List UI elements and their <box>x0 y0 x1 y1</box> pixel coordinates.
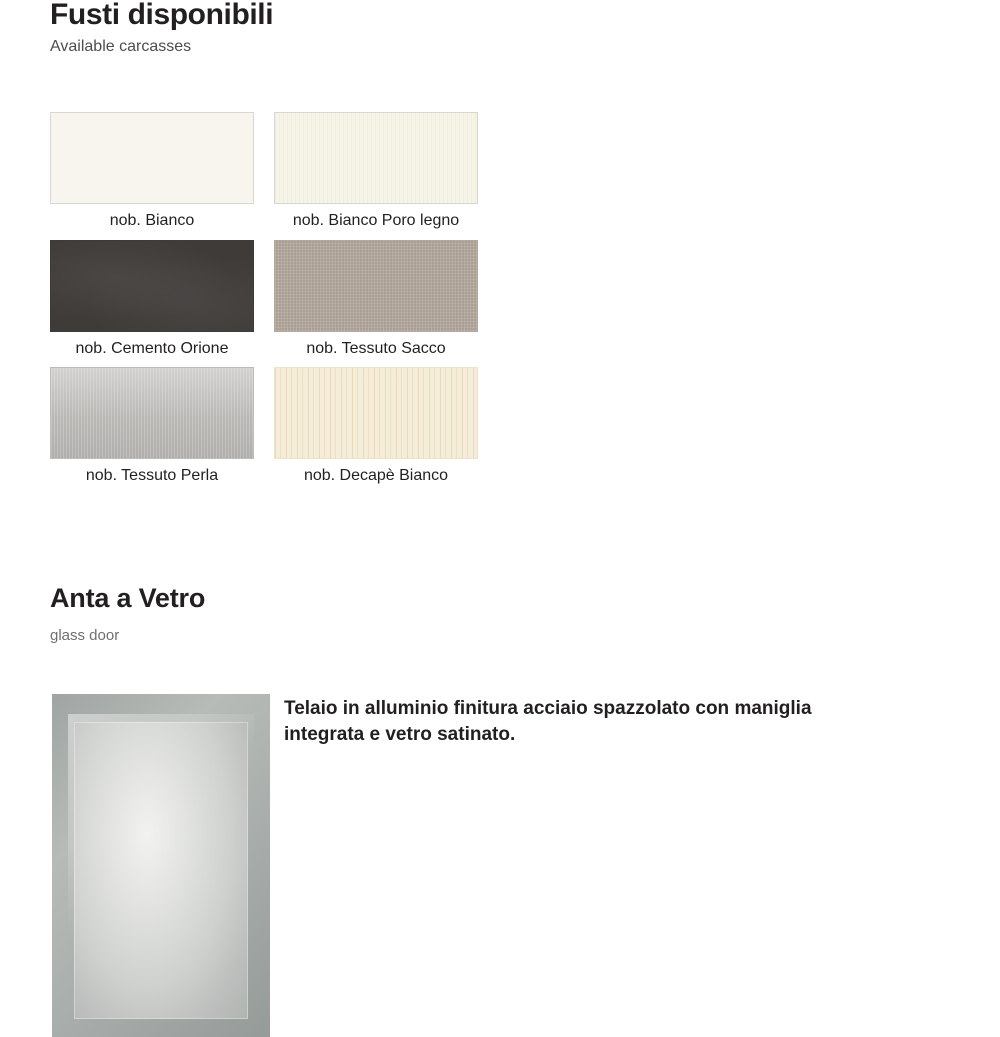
swatch-label: nob. Cemento Orione <box>75 339 229 357</box>
swatch-row <box>50 240 520 368</box>
swatch-label: nob. Tessuto Sacco <box>306 339 446 357</box>
swatch-color-cemento-orione <box>50 240 254 332</box>
glass-door-image <box>52 694 270 1037</box>
swatch-color-tessuto-perla <box>50 367 254 459</box>
section-glass-door-subtitle: glass door <box>50 627 120 644</box>
swatch-color-tessuto-sacco <box>274 240 478 332</box>
section-carcasses-title: Fusti disponibili <box>50 0 274 31</box>
swatch-row <box>50 367 520 495</box>
swatch-item <box>50 367 254 495</box>
swatch-item <box>274 112 478 240</box>
swatch-label: nob. Tessuto Perla <box>85 467 219 485</box>
swatch-label: nob. Bianco <box>109 212 195 229</box>
swatch-color-bianco-poro-legno <box>274 112 478 204</box>
glass-door-description: Telaio in alluminio finitura acciaio spazzolato con maniglia integrata e vetro satinato. <box>284 698 812 745</box>
carcass-swatch-grid <box>50 112 520 495</box>
section-carcasses-subtitle: Available carcasses <box>50 38 192 55</box>
section-glass-door-title: Anta a Vetro <box>50 583 206 613</box>
door-glass-panel <box>74 722 248 1019</box>
swatch-row <box>50 112 520 240</box>
swatch-label: nob. Bianco Poro legno <box>292 212 460 229</box>
swatch-item <box>274 367 478 495</box>
swatch-item <box>50 112 254 240</box>
swatch-color-bianco <box>50 112 254 204</box>
swatch-label: nob. Decapè Bianco <box>303 467 449 485</box>
swatch-color-decape-bianco <box>274 367 478 459</box>
swatch-item <box>50 240 254 368</box>
swatch-item <box>274 240 478 368</box>
